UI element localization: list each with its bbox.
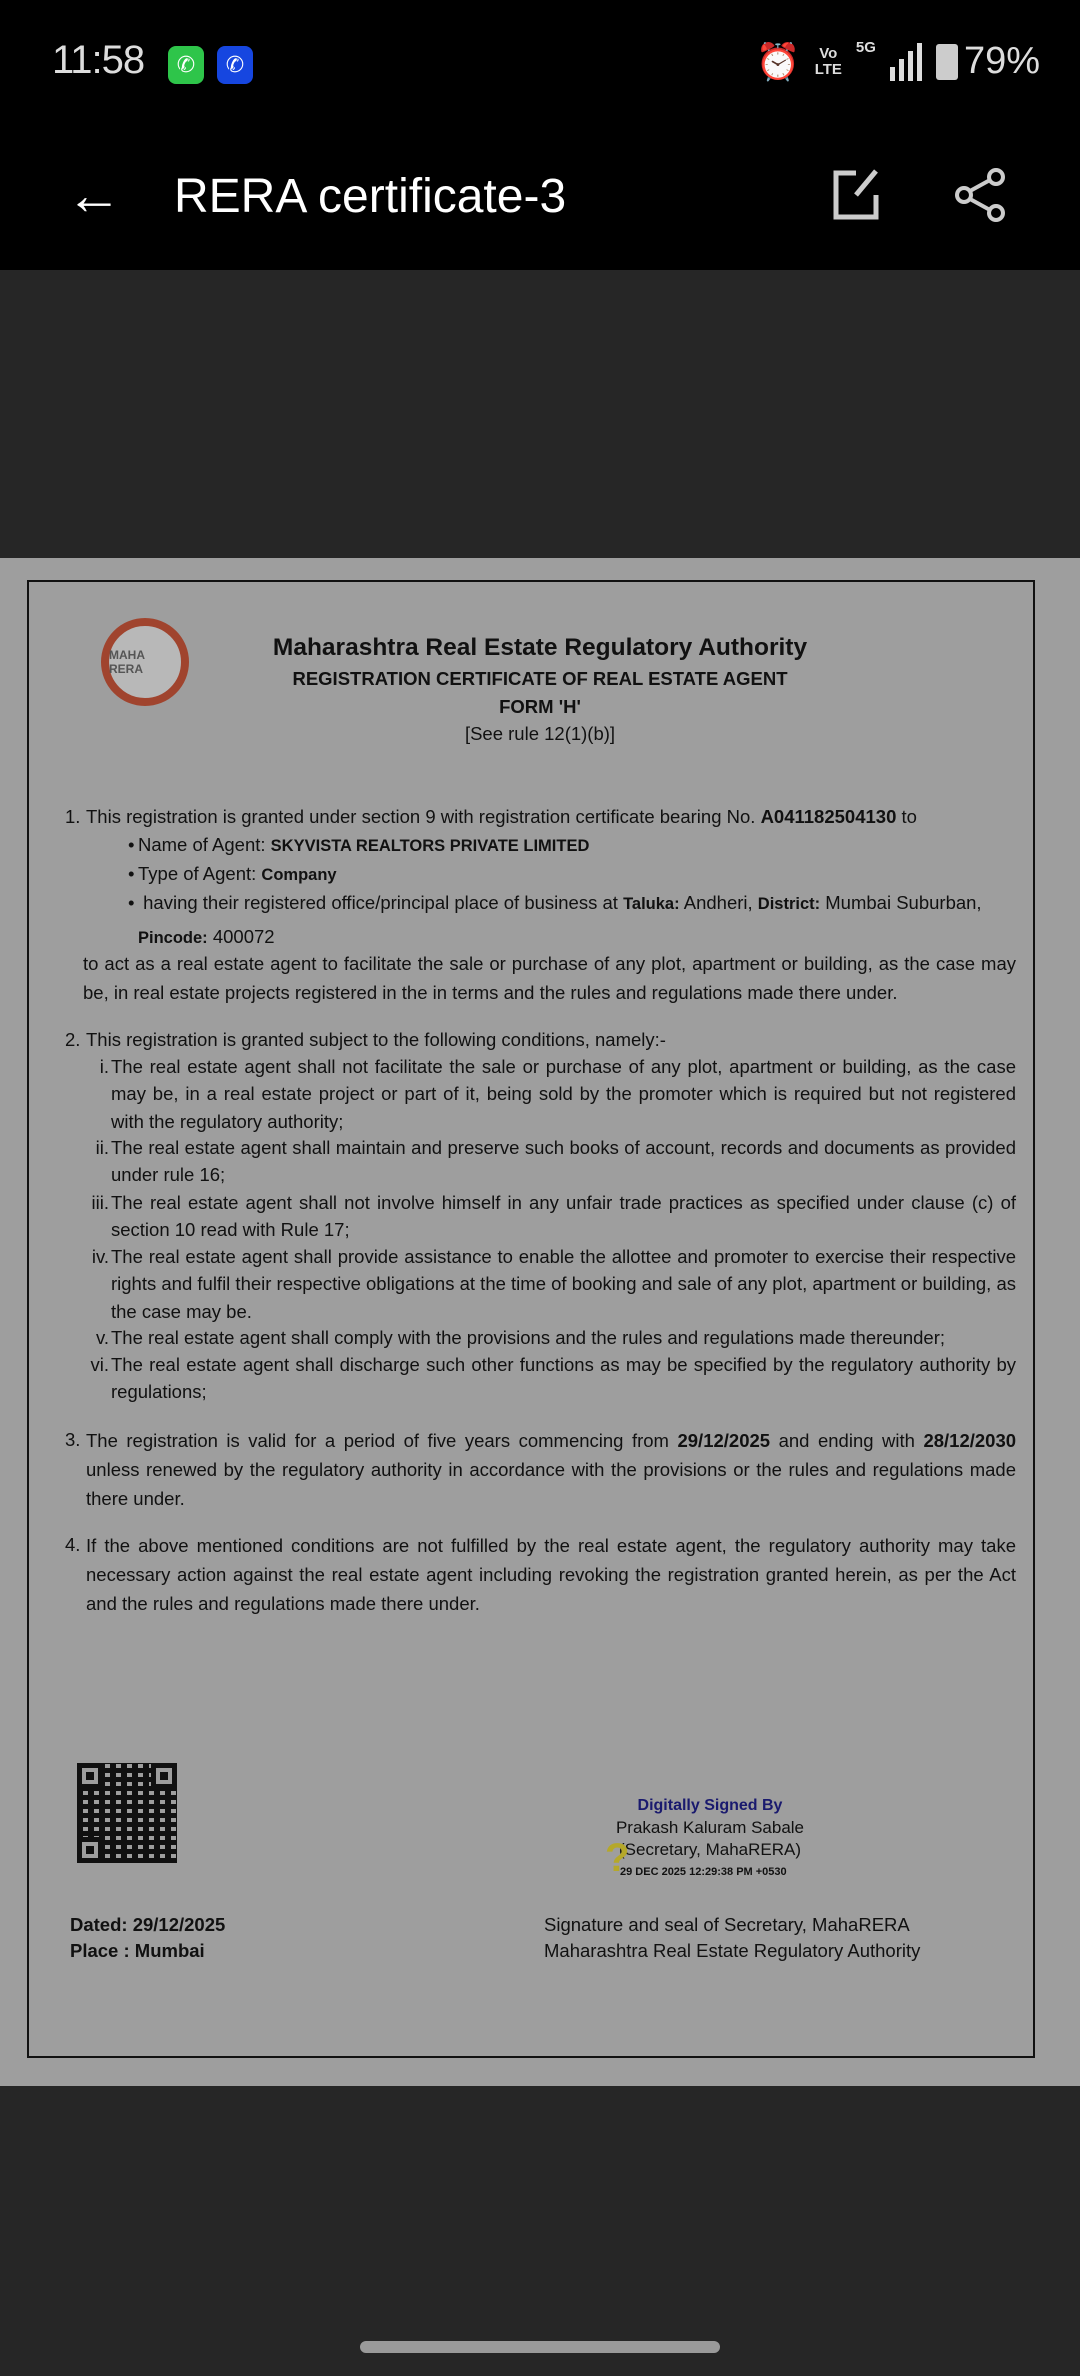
condition-item (91, 1243, 1016, 1325)
signal-icon (890, 43, 922, 81)
item1-tail: to act as a real estate agent to facilitate the sale or purchase of any plot, apartment or building, as the case may be, in real estate projects registered in the in terms and the rules and regulations made there under. (83, 953, 1016, 1003)
condition-marker: i. (99, 1056, 109, 1077)
status-bar (0, 0, 1080, 125)
condition-item (99, 1053, 1016, 1135)
item1-number: 1. (65, 806, 81, 827)
condition-item (91, 1189, 1016, 1244)
signature-timestamp: 29 DEC 2025 12:29:38 PM +0530 (620, 1866, 787, 1878)
condition-marker: iii. (91, 1192, 109, 1213)
agent-name: • Name of Agent: SKYVISTA REALTORS PRIVATE LIMITED (138, 831, 589, 860)
condition-marker: v. (95, 1327, 109, 1348)
signer-role: (Secretary, MahaRERA) (618, 1840, 801, 1859)
qr-code[interactable] (77, 1763, 177, 1863)
seal-line-1: Signature and seal of Secretary, MahaRERA (544, 1914, 910, 1935)
form-label: FORM 'H' (499, 696, 581, 717)
maharera-logo: MAHA RERA (101, 618, 189, 706)
condition-marker: ii. (95, 1137, 109, 1158)
alarm-icon: ⏰ (755, 40, 801, 82)
condition-item (95, 1134, 1016, 1189)
condition-text: The real estate agent shall not facilitate the sale or purchase of any plot, apartment or building, as the case may be, in a real estate project or part of it, being sold by the promoter which is required but not registered with the regulatory authority; (111, 1056, 1016, 1132)
back-arrow-icon[interactable]: ← (66, 163, 122, 226)
item3-number: 3. (65, 1429, 81, 1450)
condition-marker: iv. (91, 1246, 109, 1267)
rule-reference: [See rule 12(1)(b)] (464, 723, 616, 744)
network-type: 5G (855, 39, 876, 56)
item3-text: The registration is valid for a period of five years commencing from 29/12/2025 and ending with 28/12/2030 unless renewed by the regulatory authority in accordance with the provisions or the rules and regulations made there under. (86, 1430, 1017, 1509)
agent-office: • having their registered office/principal place of business at Taluka: Andheri, District: Mumbai Suburban, Pincode: 400072 (138, 889, 1018, 957)
signature-validity-icon[interactable]: ? (605, 1836, 630, 1880)
app-toolbar (0, 125, 1080, 270)
dated: Dated: 29/12/2025 (70, 1914, 226, 1935)
condition-text: The real estate agent shall maintain and preserve such books of account, records and documents as provided under rule 16; (111, 1137, 1016, 1186)
item2-text: This registration is granted subject to the following conditions, namely:- (86, 1029, 666, 1050)
place: Place : Mumbai (70, 1940, 205, 1961)
edit-icon[interactable] (828, 167, 884, 223)
condition-marker: vi. (90, 1354, 109, 1375)
clock: 11:58 (52, 38, 145, 82)
whatsapp-icon: ✆ (168, 46, 204, 84)
seal-line-2: Maharashtra Real Estate Regulatory Authority (544, 1940, 921, 1961)
gesture-nav-handle[interactable] (360, 2341, 720, 2353)
condition-text: The real estate agent shall discharge such other functions as may be specified by the regulatory authority by regulations; (111, 1354, 1016, 1403)
condition-item (90, 1351, 1016, 1406)
condition-item (95, 1324, 1016, 1351)
document-title: RERA certificate-3 (174, 170, 567, 223)
condition-text: The real estate agent shall not involve himself in any unfair trade practices as specified under clause (c) of section 10 read with Rule 17; (111, 1192, 1016, 1241)
authority-title: Maharashtra Real Estate Regulatory Authority (272, 634, 808, 661)
item2-number: 2. (65, 1029, 81, 1050)
condition-text: The real estate agent shall comply with the provisions and the rules and regulations made thereunder; (111, 1327, 946, 1348)
item4-number: 4. (65, 1534, 81, 1555)
item1-text: This registration is granted under section 9 with registration certificate bearing No. A041182504130 to (86, 806, 917, 827)
item4-text: If the above mentioned conditions are not fulfilled by the real estate agent, the regulatory authority may take necessary action against the real estate agent including revoking the registration granted herein, as per the Act and the rules and regulations made there under. (86, 1535, 1016, 1614)
battery-percent: 79% (963, 40, 1040, 82)
battery-icon (936, 44, 958, 80)
signer-name: Prakash Kaluram Sabale (615, 1818, 805, 1837)
digitally-signed-label: Digitally Signed By (637, 1797, 783, 1814)
phone-app-icon: ✆ (217, 46, 253, 84)
agent-type: • Type of Agent: Company (138, 860, 337, 889)
condition-text: The real estate agent shall provide assistance to enable the allottee and promoter to exercise their respective rights and fulfil their respective obligations at the time of booking and sale of any plot, apartment or building, as the case may be. (111, 1246, 1016, 1322)
certificate-heading: REGISTRATION CERTIFICATE OF REAL ESTATE AGENT (292, 668, 788, 689)
share-icon[interactable] (952, 167, 1008, 223)
volte-icon: Vo LTE (814, 44, 842, 78)
